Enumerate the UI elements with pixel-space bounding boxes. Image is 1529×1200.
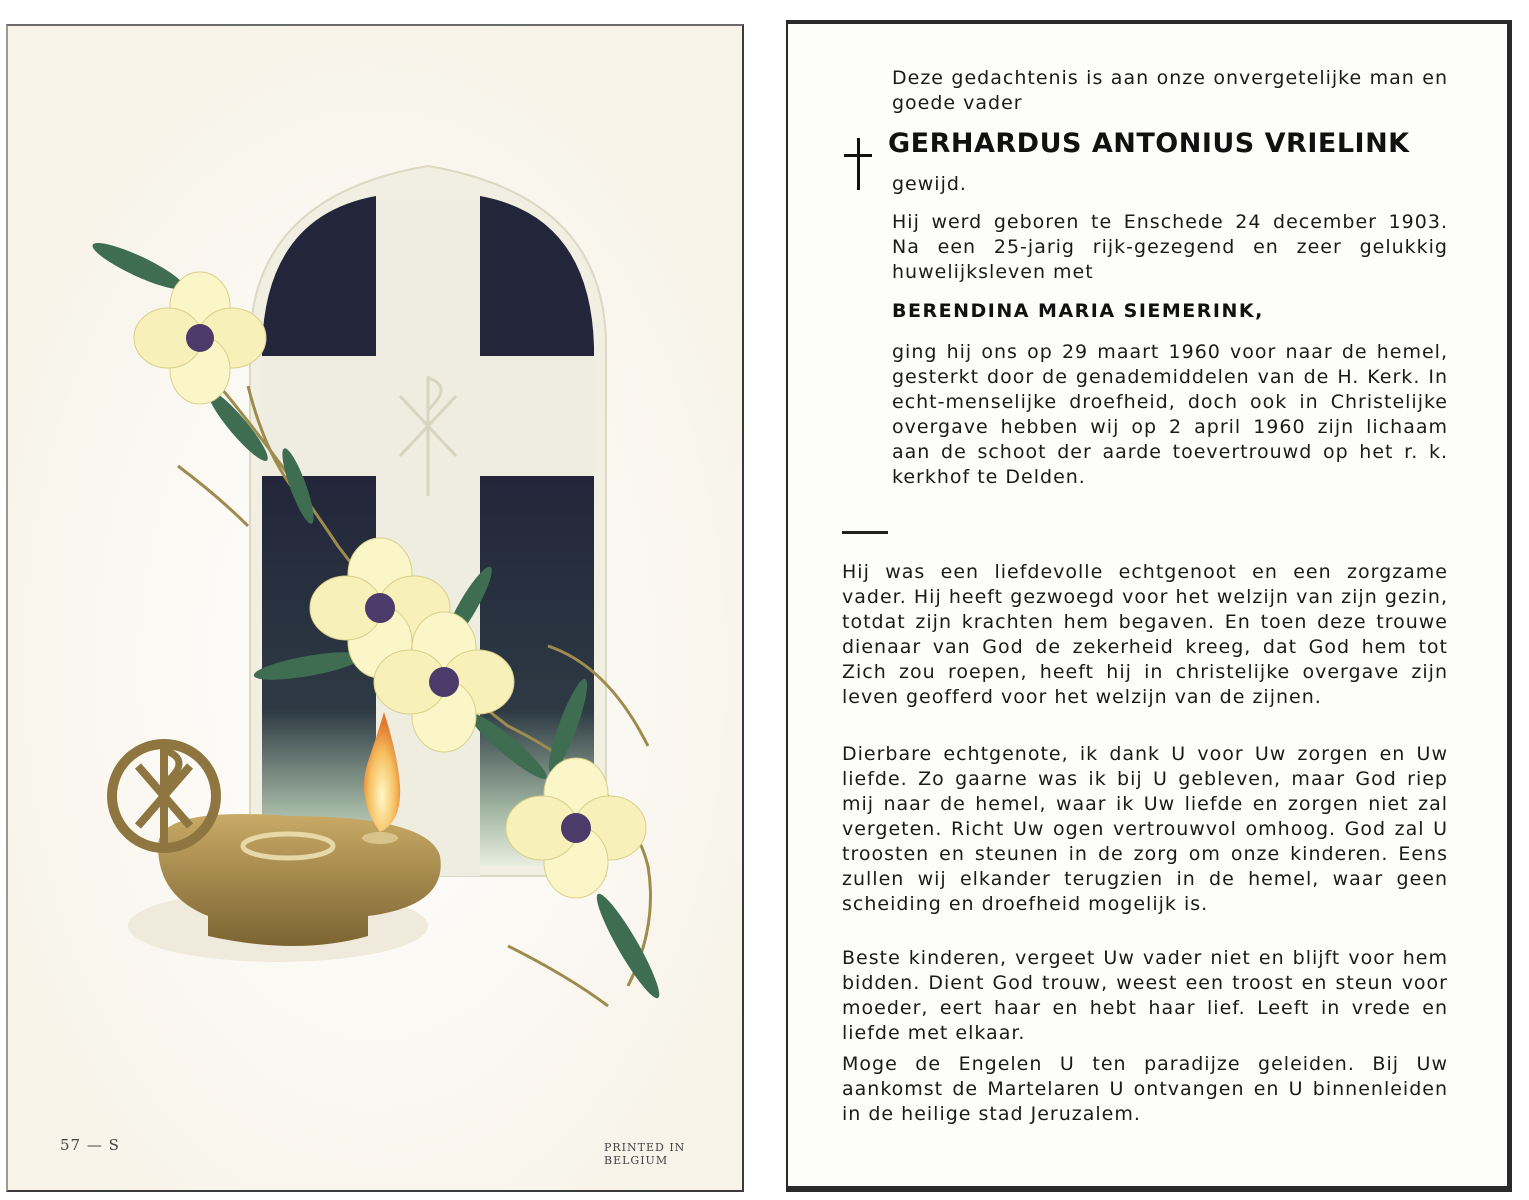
birth-text: Hij werd geboren te Enschede 24 december 1903. Na een 25-jarig rijk-gezegend en zeer gelukkig huwelijksleven met [892, 211, 1448, 283]
paragraph-prayer: Moge de Engelen U ten paradijze geleiden. Bij Uw aankomst de Martelaren U ontvangen en U binnenleiden in de heilige stad Jeruzalem. [842, 1053, 1448, 1125]
death-text: ging hij ons op 29 maart 1960 voor naar de hemel, gesterkt door de genademiddelen van de H. Kerk. In echt-menselijke droefheid, doch ook in Christelijke overgave hebben wij op 2 april 1960 zijn lichaam aan de schoot der aarde toevertrouwd op het r. k. kerkhof te Delden. [892, 341, 1448, 488]
deceased-name: GERHARDUS ANTONIUS VRIELINK [888, 128, 1410, 159]
gewijd-text: gewijd. [892, 173, 967, 195]
spouse-name: BERENDINA MARIA SIEMERINK, [892, 300, 1264, 322]
front-card [6, 24, 744, 1192]
printed-label: PRINTED IN BELGIUM [604, 1141, 686, 1167]
back-card [786, 20, 1512, 1192]
footer-code: 57 — S [60, 1136, 120, 1154]
paragraph-children: Beste kinderen, vergeet Uw vader niet en blijft voor hem bidden. Dient God trouw, weest een troost en steun voor moeder, eert haar en hebt haar lief. Leeft in vrede en liefde met elkaar. [842, 947, 1448, 1044]
intro-text: Deze gedachtenis is aan onze onvergetelijke man en goede vader [892, 67, 1448, 114]
cross-icon [844, 138, 872, 190]
memorial-illustration [8, 26, 742, 1190]
paragraph-spouse-father: Hij was een liefdevolle echtgenoot en een zorgzame vader. Hij heeft gezwoegd voor het welzijn van zijn gezin, totdat zijn krachten hem begaven. En toen deze trouwe dienaar van God de zekerheid kreeg, dat God hem tot Zich zou roepen, heeft hij in christelijke overgave zijn leven geofferd voor het welzijn van de zijnen. [842, 561, 1448, 708]
separator-line [842, 531, 888, 534]
paragraph-wife: Dierbare echtgenote, ik dank U voor Uw zorgen en Uw liefde. Zo gaarne was ik bij U gebleven, maar God riep mij naar de hemel, waar ik Uw liefde en zorgen niet zal vergeten. Richt Uw ogen vertrouwvol omhoog. God zal U troosten en steunen in de zorg om onze kinderen. Eens zullen wij elkander terugzien in de hemel, waar geen scheiding en droefheid mogelijk is. [842, 743, 1448, 915]
